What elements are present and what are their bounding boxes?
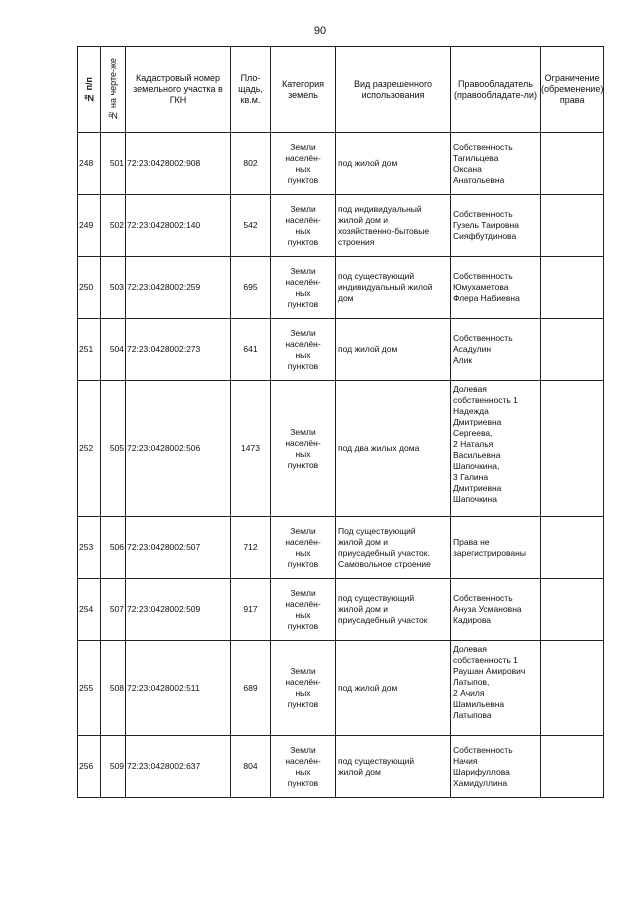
sheet-number-cell: 509 [101,736,126,798]
cadastral-number-cell: 72:23:0428002:259 [126,257,231,319]
permitted-use-cell: под два жилых дома [336,381,451,517]
table-row [78,517,604,579]
row-number-cell: 248 [78,133,101,195]
table-row [78,381,604,517]
cadastral-number-cell: 72:23:0428002:908 [126,133,231,195]
page-number: 90 [313,25,327,37]
area-cell: 1473 [231,381,271,517]
owner-cell: Долевая собственность 1 Надежда Дмитриевна Сергеева, 2 Наталья Васильевна Шапочкина, 3 Галина Дмитриевна Шапочкина [451,381,541,517]
cadastral-number-cell: 72:23:0428002:506 [126,381,231,517]
area-cell: 917 [231,579,271,641]
area-cell: 804 [231,736,271,798]
row-number-cell: 251 [78,319,101,381]
restriction-cell [541,517,604,579]
table-row [78,133,604,195]
row-number-cell: 252 [78,381,101,517]
owner-cell: Собственность Асадулин Алик [451,319,541,381]
table-row [78,641,604,736]
restriction-cell [541,319,604,381]
restriction-cell [541,257,604,319]
permitted-use-cell: под жилой дом [336,319,451,381]
header-limit: Ограничение (обременение) права [541,47,604,133]
restriction-cell [541,133,604,195]
area-cell: 712 [231,517,271,579]
permitted-use-cell: под существующий жилой дом и приусадебный участок [336,579,451,641]
permitted-use-cell: под существующий индивидуальный жилой дом [336,257,451,319]
restriction-cell [541,579,604,641]
header-sheet: № на черте-же [101,47,126,133]
sheet-number-cell: 508 [101,641,126,736]
cadastral-number-cell: 72:23:0428002:507 [126,517,231,579]
land-category-cell: Земли населён- ных пунктов [271,641,336,736]
sheet-number-cell: 501 [101,133,126,195]
land-category-cell: Земли населён- ных пунктов [271,517,336,579]
area-cell: 542 [231,195,271,257]
restriction-cell [541,736,604,798]
land-category-cell: Земли населён- ных пунктов [271,195,336,257]
header-owner: Правообладатель (правообладате-ли) [451,47,541,133]
owner-cell: Собственность Ануза Усмановна Кадирова [451,579,541,641]
sheet-number-cell: 507 [101,579,126,641]
header-use: Вид разрешенного использования [336,47,451,133]
cadastral-number-cell: 72:23:0428002:637 [126,736,231,798]
restriction-cell [541,381,604,517]
sheet-number-cell: 504 [101,319,126,381]
owner-cell: Собственность Юмухаметова Флера Набиевна [451,257,541,319]
owner-cell: Собственность Гузель Таировна Сияфбутдинова [451,195,541,257]
owner-cell: Права не зарегистрированы [451,517,541,579]
sheet-number-cell: 502 [101,195,126,257]
row-number-cell: 250 [78,257,101,319]
land-category-cell: Земли населён- ных пунктов [271,257,336,319]
permitted-use-cell: под жилой дом [336,641,451,736]
owner-cell: Долевая собственность 1 Раушан Амирович Латыпов, 2 Ачиля Шамильевна Латыпова [451,641,541,736]
table-header-row [78,47,604,133]
row-number-cell: 249 [78,195,101,257]
table-row [78,579,604,641]
permitted-use-cell: под индивидуальный жилой дом и хозяйственно-бытовые строения [336,195,451,257]
land-category-cell: Земли населён- ных пунктов [271,579,336,641]
permitted-use-cell: под жилой дом [336,133,451,195]
sheet-number-cell: 503 [101,257,126,319]
land-category-cell: Земли населён- ных пунктов [271,381,336,517]
permitted-use-cell: под существующий жилой дом [336,736,451,798]
area-cell: 802 [231,133,271,195]
restriction-cell [541,641,604,736]
land-plots-table [77,46,604,798]
area-cell: 689 [231,641,271,736]
land-category-cell: Земли населён- ных пунктов [271,133,336,195]
land-category-cell: Земли населён- ных пунктов [271,319,336,381]
cadastral-number-cell: 72:23:0428002:273 [126,319,231,381]
owner-cell: Собственность Тагильцева Оксана Анатольевна [451,133,541,195]
sheet-number-cell: 506 [101,517,126,579]
row-number-cell: 254 [78,579,101,641]
row-number-cell: 255 [78,641,101,736]
header-area: Пло-щадь, кв.м. [231,47,271,133]
restriction-cell [541,195,604,257]
table-row [78,319,604,381]
cadastral-number-cell: 72:23:0428002:511 [126,641,231,736]
sheet-number-cell: 505 [101,381,126,517]
row-number-cell: 256 [78,736,101,798]
owner-cell: Собственность Начия Шарифуллова Хамидуллина [451,736,541,798]
permitted-use-cell: Под существующий жилой дом и приусадебный участок. Самовольное строение [336,517,451,579]
cadastral-number-cell: 72:23:0428002:140 [126,195,231,257]
area-cell: 641 [231,319,271,381]
header-num: № п/п [78,47,101,133]
table-row [78,195,604,257]
area-cell: 695 [231,257,271,319]
land-category-cell: Земли населён- ных пунктов [271,736,336,798]
header-cadastral: Кадастровый номер земельного участка в ГКН [126,47,231,133]
table-row [78,257,604,319]
cadastral-number-cell: 72:23:0428002:509 [126,579,231,641]
row-number-cell: 253 [78,517,101,579]
header-category: Категория земель [271,47,336,133]
table-row [78,736,604,798]
